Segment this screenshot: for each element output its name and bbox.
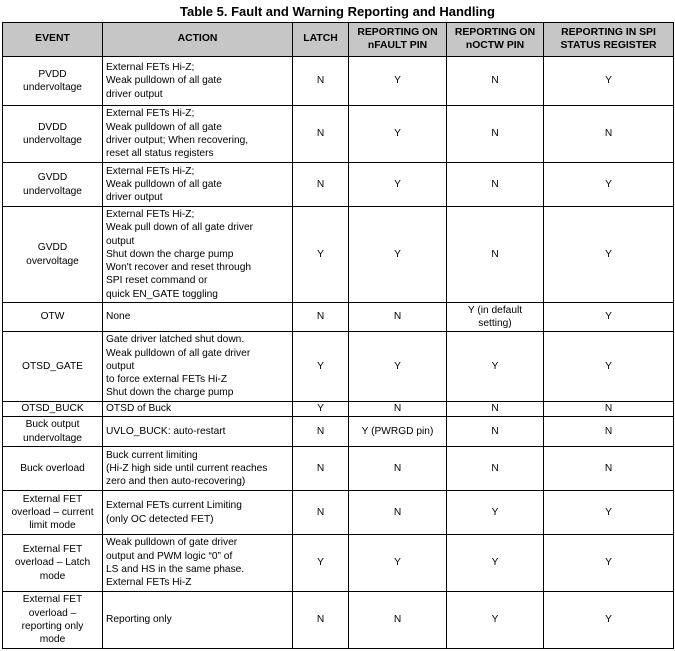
- noctw-cell: N: [447, 447, 544, 491]
- nfault-cell: N: [349, 402, 447, 417]
- nfault-cell: Y: [349, 57, 447, 106]
- event-cell: GVDD undervoltage: [3, 163, 103, 207]
- event-cell: External FET overload – current limit mode: [3, 491, 103, 535]
- noctw-cell: N: [447, 402, 544, 417]
- noctw-cell: Y: [447, 491, 544, 535]
- nfault-cell: N: [349, 491, 447, 535]
- action-cell: Weak pulldown of gate driver output and PWM logic “0” of LS and HS in the same phase. External FETs Hi-Z: [103, 535, 293, 592]
- header-latch: LATCH: [293, 23, 349, 57]
- noctw-cell: Y: [447, 332, 544, 402]
- action-cell: External FETs Hi-Z; Weak pulldown of all gate driver output: [103, 57, 293, 106]
- action-cell: Buck current limiting (Hi-Z high side until current reaches zero and then auto-recovering): [103, 447, 293, 491]
- nfault-cell: Y: [349, 163, 447, 207]
- spi-cell: Y: [544, 57, 674, 106]
- spi-cell: Y: [544, 592, 674, 649]
- latch-cell: Y: [293, 207, 349, 303]
- latch-cell: N: [293, 417, 349, 447]
- spi-cell: N: [544, 106, 674, 163]
- table-row: [3, 592, 674, 649]
- spi-cell: Y: [544, 207, 674, 303]
- table-row: [3, 447, 674, 491]
- nfault-cell: Y: [349, 207, 447, 303]
- noctw-cell: N: [447, 417, 544, 447]
- nfault-cell: N: [349, 303, 447, 332]
- nfault-cell: N: [349, 447, 447, 491]
- latch-cell: Y: [293, 332, 349, 402]
- latch-cell: N: [293, 491, 349, 535]
- action-cell: None: [103, 303, 293, 332]
- event-cell: DVDD undervoltage: [3, 106, 103, 163]
- action-cell: External FETs Hi-Z; Weak pulldown of all gate driver output: [103, 163, 293, 207]
- event-cell: PVDD undervoltage: [3, 57, 103, 106]
- table-row: [3, 491, 674, 535]
- header-spi: REPORTING IN SPI STATUS REGISTER: [544, 23, 674, 57]
- latch-cell: Y: [293, 402, 349, 417]
- table-row: [3, 163, 674, 207]
- event-cell: GVDD overvoltage: [3, 207, 103, 303]
- nfault-cell: Y (PWRGD pin): [349, 417, 447, 447]
- action-cell: External FETs current Limiting (only OC detected FET): [103, 491, 293, 535]
- event-cell: External FET overload – reporting only mode: [3, 592, 103, 649]
- action-cell: External FETs Hi-Z; Weak pull down of all gate driver output Shut down the charge pump Won't recover and reset through SPI reset command or quick EN_GATE toggling: [103, 207, 293, 303]
- event-cell: Buck overload: [3, 447, 103, 491]
- spi-cell: Y: [544, 303, 674, 332]
- action-cell: Reporting only: [103, 592, 293, 649]
- nfault-cell: N: [349, 592, 447, 649]
- latch-cell: N: [293, 592, 349, 649]
- noctw-cell: N: [447, 207, 544, 303]
- spi-cell: Y: [544, 491, 674, 535]
- table-row: [3, 332, 674, 402]
- latch-cell: N: [293, 57, 349, 106]
- noctw-cell: N: [447, 163, 544, 207]
- table-row: [3, 417, 674, 447]
- spi-cell: N: [544, 402, 674, 417]
- table-row: [3, 402, 674, 417]
- nfault-cell: Y: [349, 106, 447, 163]
- header-noctw: REPORTING ON nOCTW PIN: [447, 23, 544, 57]
- nfault-cell: Y: [349, 332, 447, 402]
- table-row: [3, 535, 674, 592]
- noctw-cell: Y: [447, 535, 544, 592]
- fault-warning-table: [2, 22, 674, 649]
- noctw-cell: Y: [447, 592, 544, 649]
- event-cell: Buck output undervoltage: [3, 417, 103, 447]
- table-title: Table 5. Fault and Warning Reporting and Handling: [180, 4, 495, 19]
- event-cell: OTSD_BUCK: [3, 402, 103, 417]
- action-cell: UVLO_BUCK: auto-restart: [103, 417, 293, 447]
- noctw-cell: N: [447, 106, 544, 163]
- table-row: [3, 57, 674, 106]
- latch-cell: N: [293, 447, 349, 491]
- spi-cell: Y: [544, 163, 674, 207]
- event-cell: OTW: [3, 303, 103, 332]
- noctw-cell: N: [447, 57, 544, 106]
- spi-cell: N: [544, 447, 674, 491]
- latch-cell: N: [293, 303, 349, 332]
- noctw-cell: Y (in default setting): [447, 303, 544, 332]
- spi-cell: Y: [544, 332, 674, 402]
- table-row: [3, 303, 674, 332]
- event-cell: External FET overload – Latch mode: [3, 535, 103, 592]
- latch-cell: N: [293, 163, 349, 207]
- nfault-cell: Y: [349, 535, 447, 592]
- table-row: [3, 207, 674, 303]
- latch-cell: Y: [293, 535, 349, 592]
- table-row: [3, 106, 674, 163]
- spi-cell: Y: [544, 535, 674, 592]
- header-event: EVENT: [3, 23, 103, 57]
- latch-cell: N: [293, 106, 349, 163]
- action-cell: External FETs Hi-Z; Weak pulldown of all gate driver output; When recovering, reset all status registers: [103, 106, 293, 163]
- action-cell: Gate driver latched shut down. Weak pulldown of all gate driver output to force external FETs Hi-Z Shut down the charge pump: [103, 332, 293, 402]
- event-cell: OTSD_GATE: [3, 332, 103, 402]
- action-cell: OTSD of Buck: [103, 402, 293, 417]
- spi-cell: N: [544, 417, 674, 447]
- header-row: [3, 23, 674, 57]
- header-nfault: REPORTING ON nFAULT PIN: [349, 23, 447, 57]
- header-action: ACTION: [103, 23, 293, 57]
